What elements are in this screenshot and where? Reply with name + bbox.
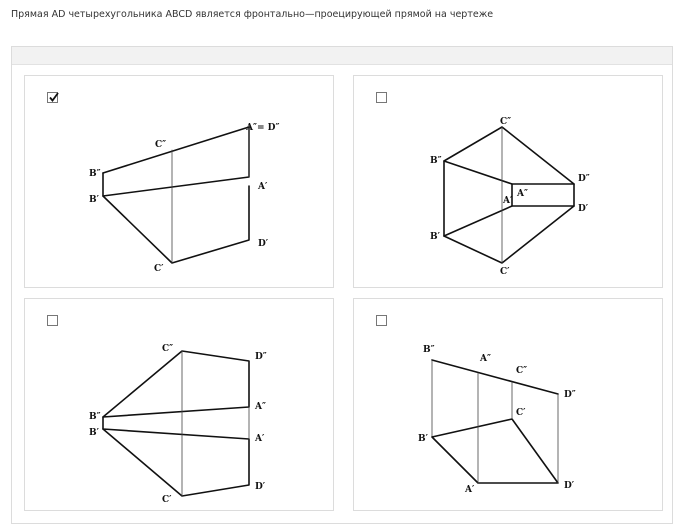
- drawing-option-4: [354, 299, 664, 512]
- answer-option-3[interactable]: [24, 298, 334, 511]
- answer-option-1[interactable]: [24, 75, 334, 288]
- drawing-option-1: [25, 76, 335, 289]
- label-c2: C″: [516, 366, 528, 376]
- label-d2: D″: [564, 390, 576, 400]
- label-b1: B′: [89, 195, 99, 205]
- label-b2: B″: [89, 169, 101, 179]
- answer-option-4[interactable]: [353, 298, 663, 511]
- label-b2: B″: [423, 345, 435, 355]
- question-text: Прямая AD четырехугольника ABCD является фронтально—проецирующей прямой на чертеже: [11, 9, 494, 20]
- label-c2: C″: [155, 140, 167, 150]
- label-d1: D′: [255, 482, 266, 492]
- label-b1: B′: [89, 428, 99, 438]
- panel-header: [12, 47, 672, 65]
- label-a2: A″: [517, 189, 529, 199]
- label-b1: B′: [430, 232, 440, 242]
- label-a1: A′: [503, 196, 513, 206]
- label-d1: D′: [564, 481, 575, 491]
- label-b2: B″: [430, 156, 442, 166]
- label-a1: A′: [258, 182, 268, 192]
- label-c2: C″: [500, 117, 512, 127]
- label-d2: D″: [255, 352, 267, 362]
- label-c1: C′: [162, 495, 172, 505]
- label-d2: D″: [578, 174, 590, 184]
- answer-option-2[interactable]: [353, 75, 663, 288]
- label-c1: C′: [516, 408, 526, 418]
- label-a2: A″: [255, 402, 267, 412]
- answers-panel: [11, 46, 673, 524]
- label-a2: A″: [480, 354, 492, 364]
- label-b1: B′: [418, 434, 428, 444]
- label-c1: C′: [154, 264, 164, 274]
- label-c1: C′: [500, 267, 510, 277]
- label-a1: A′: [255, 434, 265, 444]
- label-d1: D′: [258, 239, 269, 249]
- label-b2: B″: [89, 412, 101, 422]
- label-a2d2: A″= D″: [246, 123, 280, 133]
- drawing-option-2: [354, 76, 664, 289]
- label-a1: A′: [465, 485, 475, 495]
- label-c2: C″: [162, 344, 174, 354]
- label-d1: D′: [578, 204, 589, 214]
- drawing-option-3: [25, 299, 335, 512]
